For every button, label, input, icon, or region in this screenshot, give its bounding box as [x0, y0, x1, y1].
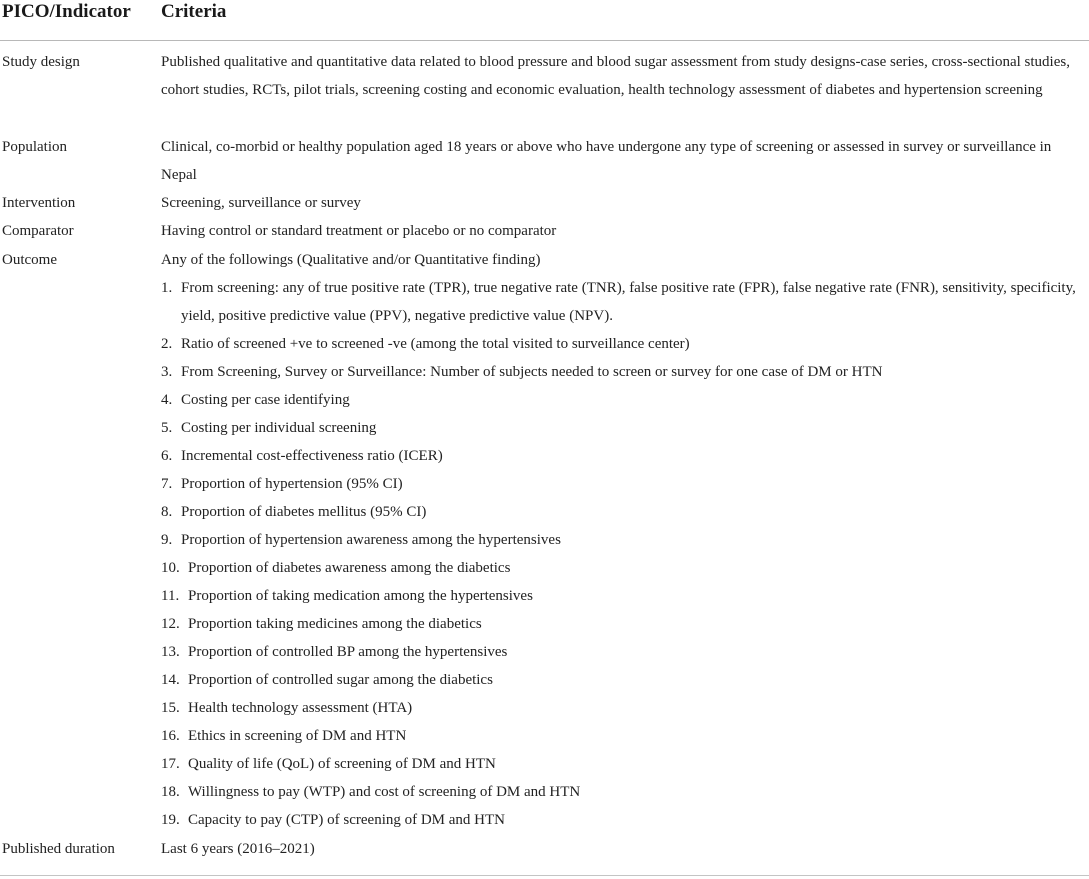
list-item-number: 1. [161, 280, 173, 296]
list-item-number: 8. [161, 504, 173, 520]
list-item [161, 582, 1089, 610]
row-label: Published duration [2, 841, 115, 857]
row-label: Study design [2, 54, 80, 70]
list-item [161, 694, 1089, 722]
row-label: Population [2, 139, 68, 155]
header-criteria: Criteria [161, 1, 227, 22]
list-item-number: 16. [161, 728, 180, 744]
list-item [161, 442, 1089, 470]
list-item-text: From Screening, Survey or Surveillance: Number of subjects needed to screen or survey for one case of DM or HTN [181, 364, 883, 380]
list-item [161, 498, 1089, 526]
row-criteria: Screening, surveillance or survey [161, 195, 361, 211]
list-item-number: 7. [161, 476, 173, 492]
list-item [161, 526, 1089, 554]
list-item-number: 13. [161, 644, 180, 660]
list-item [161, 750, 1089, 778]
row-criteria: Last 6 years (2016–2021) [161, 841, 315, 857]
list-item-number: 5. [161, 420, 173, 436]
list-item-number: 19. [161, 812, 180, 828]
list-item-text: Willingness to pay (WTP) and cost of screening of DM and HTN [188, 784, 581, 800]
list-item [161, 806, 1089, 834]
table-header-row [0, 0, 1089, 40]
list-item-text: Proportion of taking medication among the hypertensives [188, 588, 533, 604]
list-item [161, 666, 1089, 694]
table-bottom-rule [0, 875, 1089, 876]
header-divider [0, 40, 1089, 41]
list-item-text: Costing per individual screening [181, 420, 377, 436]
list-item [161, 330, 1089, 358]
list-item-text: Ratio of screened +ve to screened -ve (among the total visited to surveillance center) [181, 336, 690, 352]
list-item-text: From screening: any of true positive rate (TPR), true negative rate (TNR), false positive rate (FPR), false negative rate (FNR), sensitivity, specificity, yield, positive predictive value (PPV), negative predictive value (NPV). [181, 280, 1076, 324]
list-item [161, 358, 1089, 386]
row-label: Intervention [2, 195, 76, 211]
list-item-number: 18. [161, 784, 180, 800]
list-item-number: 14. [161, 672, 180, 688]
row-label: Outcome [2, 252, 57, 268]
row-label: Comparator [2, 223, 74, 239]
list-item-text: Proportion taking medicines among the diabetics [188, 616, 482, 632]
header-indicator: PICO/Indicator [2, 1, 131, 22]
list-item-text: Capacity to pay (CTP) of screening of DM and HTN [188, 812, 506, 828]
list-item [161, 414, 1089, 442]
list-item [161, 554, 1089, 582]
list-item-text: Proportion of diabetes awareness among the diabetics [188, 560, 511, 576]
list-item-text: Proportion of diabetes mellitus (95% CI) [181, 504, 427, 520]
list-item-number: 4. [161, 392, 173, 408]
list-item [161, 470, 1089, 498]
list-item [161, 386, 1089, 414]
list-item-number: 12. [161, 616, 180, 632]
list-item [161, 638, 1089, 666]
list-item-text: Health technology assessment (HTA) [188, 700, 413, 716]
list-item-number: 9. [161, 532, 173, 548]
row-criteria: Clinical, co-morbid or healthy population aged 18 years or above who have undergone any type of screening or assessed in survey or surveillance in Nepal [161, 139, 1052, 183]
list-item-number: 11. [161, 588, 180, 604]
list-item-text: Quality of life (QoL) of screening of DM and HTN [188, 756, 496, 772]
list-item [161, 778, 1089, 806]
list-item-text: Ethics in screening of DM and HTN [188, 728, 407, 744]
list-item-text: Proportion of hypertension awareness among the hypertensives [181, 532, 561, 548]
row-criteria: Having control or standard treatment or placebo or no comparator [161, 223, 557, 239]
list-item-text: Proportion of controlled BP among the hypertensives [188, 644, 508, 660]
list-item [161, 610, 1089, 638]
list-item-number: 6. [161, 448, 173, 464]
row-criteria: Published qualitative and quantitative data related to blood pressure and blood sugar assessment from study designs-case series, cross-sectional studies, cohort studies, RCTs, pilot trials, screening costing and economic evaluation, health technology assessment of diabetes and hypertension screening [161, 54, 1070, 98]
list-item-number: 17. [161, 756, 180, 772]
list-item-text: Incremental cost-effectiveness ratio (ICER) [181, 448, 443, 464]
list-item-number: 10. [161, 560, 180, 576]
list-item-number: 15. [161, 700, 180, 716]
list-item-number: 3. [161, 364, 173, 380]
list-item [161, 274, 1089, 330]
list-item-text: Proportion of controlled sugar among the diabetics [188, 672, 493, 688]
list-item-text: Proportion of hypertension (95% CI) [181, 476, 403, 492]
list-item-text: Costing per case identifying [181, 392, 350, 408]
list-item-number: 2. [161, 336, 173, 352]
outcome-intro: Any of the followings (Qualitative and/or Quantitative finding) [161, 252, 541, 268]
outcome-list [161, 274, 1089, 834]
list-item [161, 722, 1089, 750]
